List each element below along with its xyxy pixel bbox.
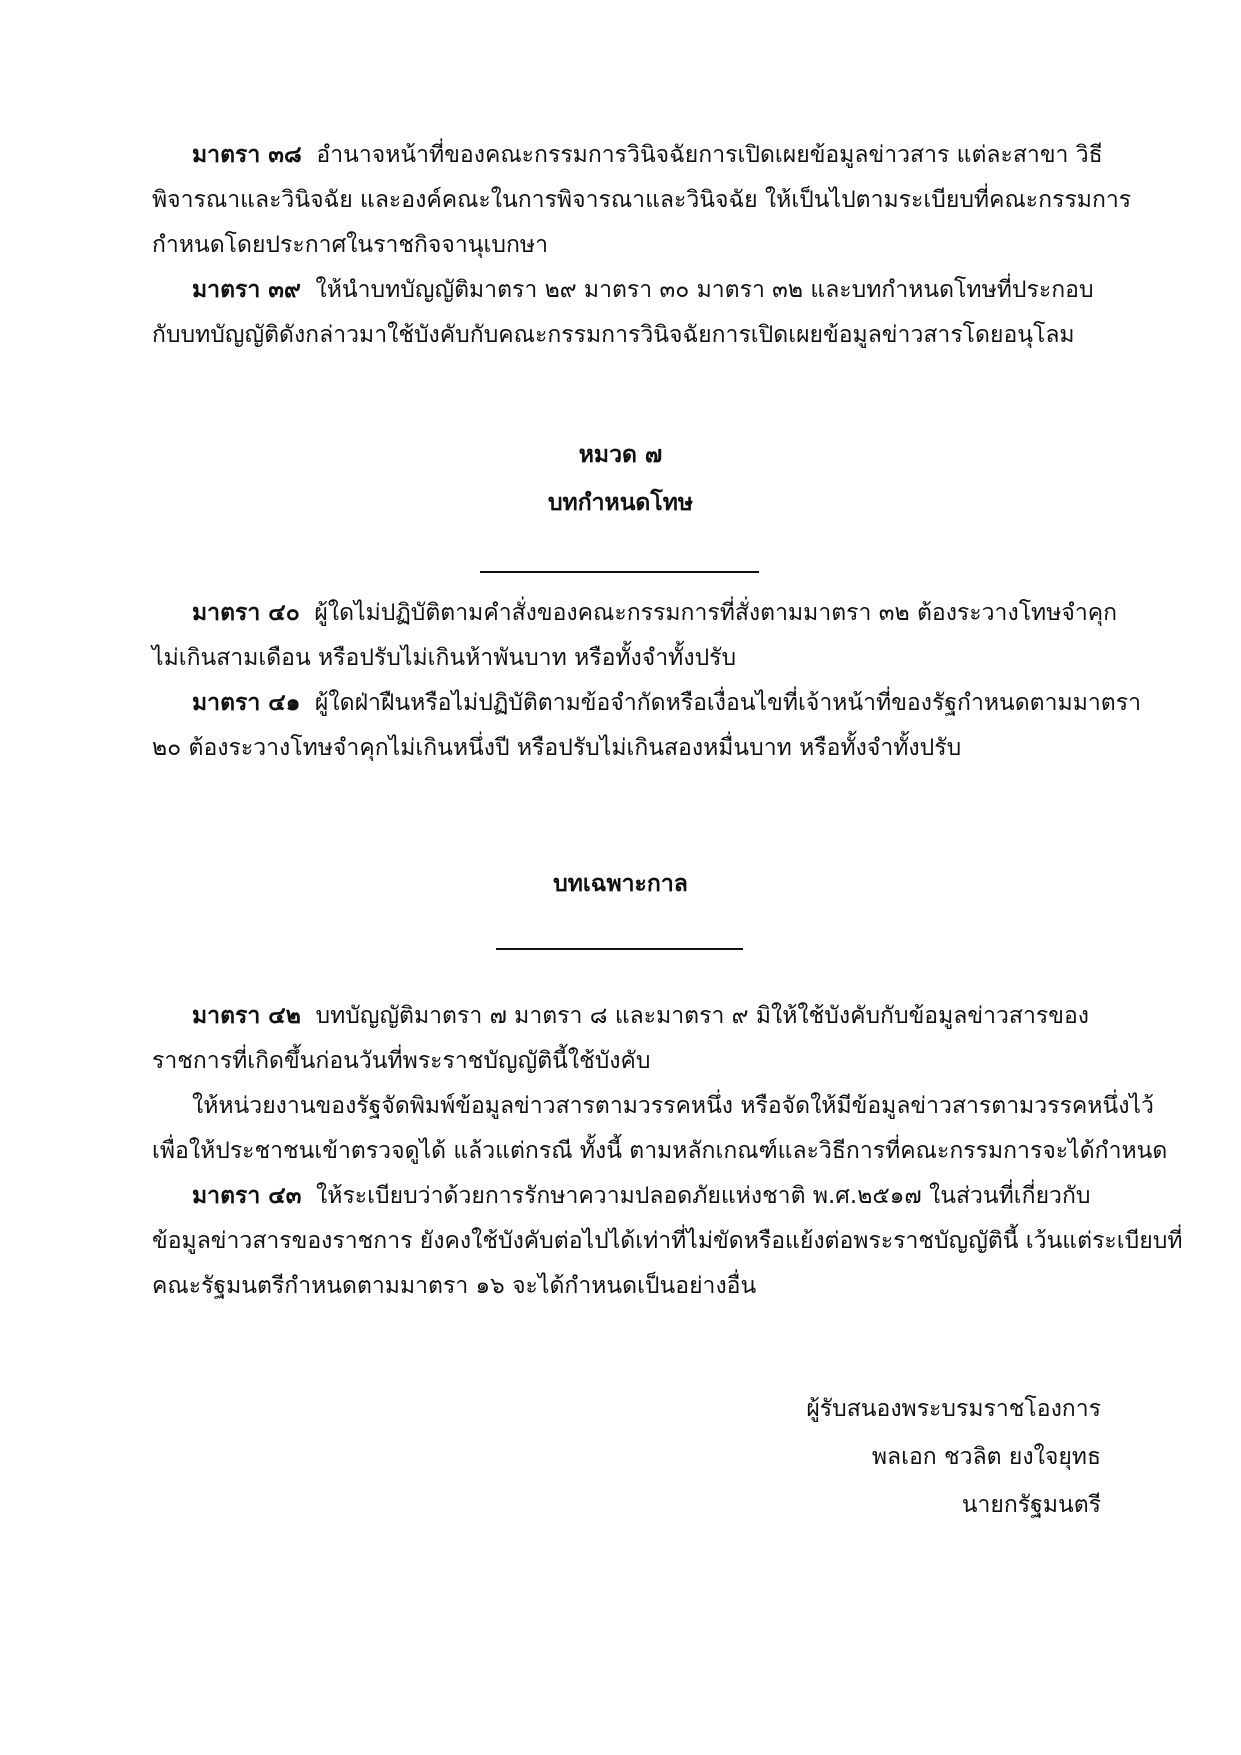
section-43-line-1: มาตรา ๔๓ ให้ระเบียบว่าด้วยการรักษาความปลอดภัยแห่งชาติ พ.ศ.๒๕๑๗ ในส่วนที่เกี่ยวกับ <box>192 1183 1091 1209</box>
chapter-title: บทกำหนดโทษ <box>547 490 694 516</box>
section-43-line-3: คณะรัฐมนตรีกำหนดตามมาตรา ๑๖ จะได้กำหนดเป็นอย่างอื่น <box>152 1273 757 1299</box>
section-label: มาตรา ๔๒ <box>192 1003 301 1029</box>
section-40-line-1: มาตรา ๔๐ ผู้ใดไม่ปฏิบัติตามคำสั่งของคณะกรรมการที่สั่งตามมาตรา ๓๒ ต้องระวางโทษจำคุก <box>192 600 1118 626</box>
section-38-line-3: กำหนดโดยประกาศในราชกิจจานุเบกษา <box>152 232 548 258</box>
section-42-line-2: ราชการที่เกิดขึ้นก่อนวันที่พระราชบัญญัตินี้ใช้บังคับ <box>152 1048 651 1074</box>
chapter-divider <box>480 571 759 573</box>
section-label: มาตรา ๔๑ <box>192 690 301 716</box>
section-41-line-2: ๒๐ ต้องระวางโทษจำคุกไม่เกินหนึ่งปี หรือปรับไม่เกินสองหมื่นบาท หรือทั้งจำทั้งปรับ <box>152 735 962 761</box>
section-label: มาตรา ๔๓ <box>192 1183 302 1209</box>
section-43-line-2: ข้อมูลข่าวสารของราชการ ยังคงใช้บังคับต่อไปได้เท่าที่ไม่ขัดหรือแย้งต่อพระราชบัญญัตินี้ เว้นแต่ระเบียบที่ <box>152 1228 1183 1254</box>
section-40-line-2: ไม่เกินสามเดือน หรือปรับไม่เกินห้าพันบาท หรือทั้งจำทั้งปรับ <box>152 645 737 671</box>
section-38-line-1: มาตรา ๓๘ อำนาจหน้าที่ของคณะกรรมการวินิจฉัยการเปิดเผยข้อมูลข่าวสาร แต่ละสาขา วิธี <box>192 142 1103 168</box>
section-label: มาตรา ๓๘ <box>192 142 302 168</box>
section-label: มาตรา ๓๙ <box>192 277 301 303</box>
signatory-position: นายกรัฐมนตรี <box>961 1492 1101 1518</box>
countersign-line: ผู้รับสนองพระบรมราชโองการ <box>806 1396 1101 1422</box>
signatory-name: พลเอก ชวลิต ยงใจยุทธ <box>871 1444 1101 1470</box>
section-42-para-2-line-2: เพื่อให้ประชาชนเข้าตรวจดูได้ แล้วแต่กรณี ทั้งนี้ ตามหลักเกณฑ์และวิธีการที่คณะกรรมการจะได้กำหนด <box>152 1138 1168 1164</box>
section-label: มาตรา ๔๐ <box>192 600 300 626</box>
chapter-number: หมวด ๗ <box>578 442 663 468</box>
transitory-title: บทเฉพาะกาล <box>553 871 688 897</box>
section-42-para-2-line-1: ให้หน่วยงานของรัฐจัดพิมพ์ข้อมูลข่าวสารตามวรรคหนึ่ง หรือจัดให้มีข้อมูลข่าวสารตามวรรคหนึ่งไว้ <box>192 1093 1154 1119</box>
section-39-line-1: มาตรา ๓๙ ให้นำบทบัญญัติมาตรา ๒๙ มาตรา ๓๐ มาตรา ๓๒ และบทกำหนดโทษที่ประกอบ <box>192 277 1094 303</box>
section-42-line-1: มาตรา ๔๒ บทบัญญัติมาตรา ๗ มาตรา ๘ และมาตรา ๙ มิให้ใช้บังคับกับข้อมูลข่าวสารของ <box>192 1003 1089 1029</box>
section-39-line-2: กับบทบัญญัติดังกล่าวมาใช้บังคับกับคณะกรรมการวินิจฉัยการเปิดเผยข้อมูลข่าวสารโดยอนุโลม <box>152 322 1075 348</box>
section-38-line-2: พิจารณาและวินิจฉัย และองค์คณะในการพิจารณาและวินิจฉัย ให้เป็นไปตามระเบียบที่คณะกรรมการ <box>152 187 1132 213</box>
transitory-divider <box>496 948 743 950</box>
section-41-line-1: มาตรา ๔๑ ผู้ใดฝ่าฝืนหรือไม่ปฏิบัติตามข้อจำกัดหรือเงื่อนไขที่เจ้าหน้าที่ของรัฐกำหนดตามมาตรา <box>192 690 1141 716</box>
